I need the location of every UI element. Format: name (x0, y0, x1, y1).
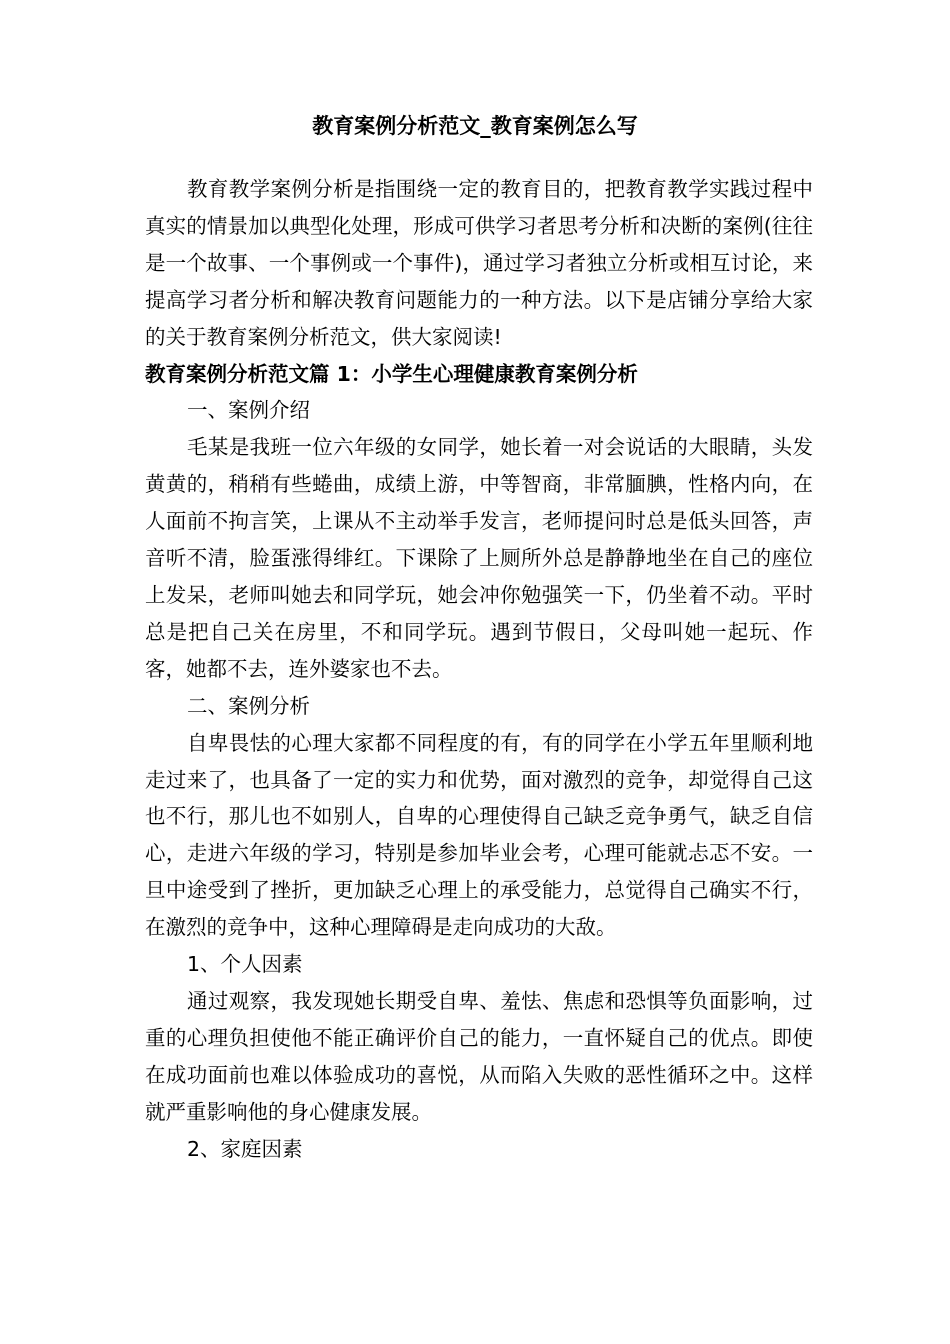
case-intro-paragraph: 毛某是我班一位六年级的女同学，她长着一对会说话的大眼睛，头发黄黄的，稍稍有些蜷曲，成绩上游，中等智商，非常腼腆，性格内向，在人面前不拘言笑，上课从不主动举手发言，老师提问时总是低头回答，声音听不清，脸蛋涨得绯红。下课除了上厕所外总是静静地坐在自己的座位上发呆，老师叫她去和同学玩，她会冲你勉强笑一下，仍坐着不动。平时总是把自己关在房里，不和同学玩。遇到节假日，父母叫她一起玩、作客，她都不去，连外婆家也不去。 (145, 435, 813, 681)
intro-paragraph: 教育教学案例分析是指围绕一定的教育目的，把教育教学实践过程中真实的情景加以典型化处理，形成可供学习者思考分析和决断的案例(往往是一个故事、一个事例或一个事件)，通过学习者独立分析或相互讨论，来提高学习者分析和解决教育问题能力的一种方法。以下是店铺分享给大家的关于教育案例分析范文，供大家阅读! (145, 177, 813, 349)
case-analysis-paragraph: 自卑畏怯的心理大家都不同程度的有，有的同学在小学五年里顺利地走过来了，也具备了一定的实力和优势，面对激烈的竞争，却觉得自己这也不行，那儿也不如别人，自卑的心理使得自己缺乏竞争勇气，缺乏自信心，走进六年级的学习，特别是参加毕业会考，心理可能就忐忑不安。一旦中途受到了挫折，更加缺乏心理上的承受能力，总觉得自己确实不行，在激烈的竞争中，这种心理障碍是走向成功的大敌。 (145, 730, 813, 940)
section-heading-case-intro: 一、案例介绍 (187, 398, 311, 423)
personal-factors-paragraph: 通过观察，我发现她长期受自卑、羞怯、焦虑和恐惧等负面影响，过重的心理负担使他不能正确评价自己的能力，一直怀疑自己的优点。即使在成功面前也难以体验成功的喜悦，从而陷入失败的恶性循环之中。这样就严重影响他的身心健康发展。 (145, 988, 813, 1124)
section-heading-case-analysis: 二、案例分析 (187, 693, 311, 718)
document-title: 教育案例分析范文_教育案例怎么写 (312, 114, 638, 138)
document-body (145, 171, 813, 1167)
article-heading: 教育案例分析范文篇 1：小学生心理健康教育案例分析 (145, 361, 638, 386)
subheading-personal-factors: 1、个人因素 (187, 952, 303, 977)
subheading-family-factors: 2、家庭因素 (187, 1136, 303, 1161)
